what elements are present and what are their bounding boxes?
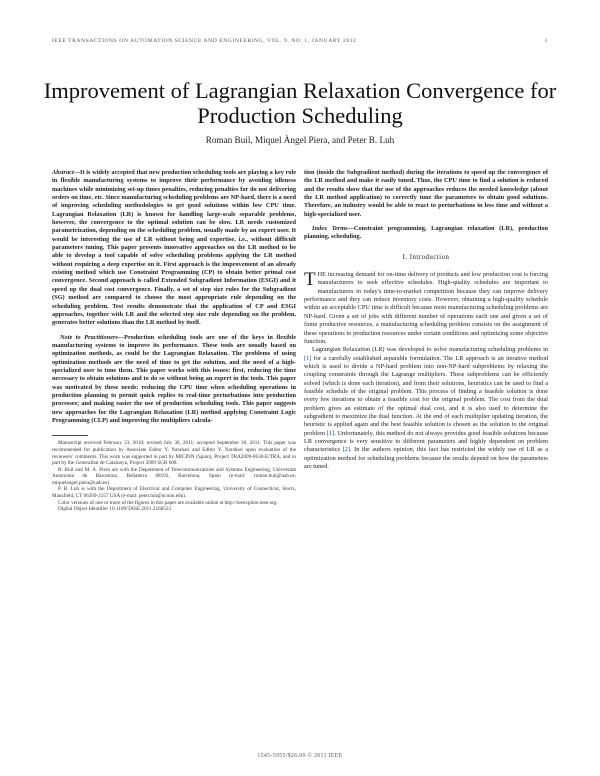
left-column (52, 169, 296, 513)
note-to-practitioners (52, 334, 296, 426)
paper-authors: Roman Buil, Miquel Àngel Piera, and Peter B. Luh (205, 135, 395, 145)
running-head (52, 38, 548, 50)
copyright-footer: 1545-5955/$26.00 © 2011 IEEE (257, 753, 343, 759)
intro-paragraph-2 (304, 346, 548, 471)
footnotes (52, 440, 296, 513)
right-column (304, 169, 548, 471)
intro-paragraph-2-text-d: . In the authors opinion, this fact has restricted the widely use of LR as a optimization method for scheduling problems because the results depend on how the parameters are tuned. (304, 446, 549, 470)
intro-paragraph-2-text-c: . Unfortunately, this method do not always provides good feasible solutions because LR convergence is very sensitive to different parameters and highly dependent on problem characteristics (304, 429, 548, 454)
paper-title: Improvement of Lagrangian Relaxation Convergence for Production Scheduling (43, 78, 557, 128)
running-head-journal: IEEE TRANSACTIONS ON AUTOMATION SCIENCE AND ENGINEERING, VOL. 9, NO. 1, JANUARY 2012 (52, 38, 357, 44)
section-heading-introduction: I. Introduction (402, 253, 450, 261)
page-number: 1 (544, 38, 548, 44)
footnote-doi: Digital Object Identifier 10.1109/TASE.2011.2168523 (58, 506, 172, 513)
footnote-divider (52, 435, 88, 436)
note-to-practitioners-text: Production scheduling tools are one of the keys in flexible manufacturing systems to improve its performance. These tools are usually based on optimization methods, as could be the Lagrangian Relaxation. The problems of using optimization methods are the need of time to get the solution, and the need of a high-specialized user to tune them. This paper works with this issues: first, reducing the time necessary to obtain solutions and to do so without being an expert in the tools. This paper was motivated by these needs: reducing the CPU time when scheduling operations in production planning to permit quick replies to real-time perturbations into production processes; and making easier the use of production scheduling tools. This paper suggests new approaches for the Lagrangian Relaxation (LR) method applying Constraint Logic Programming (CLP) and improving the multipliers calcula- (52, 333, 297, 424)
abstract-text: It is widely accepted that new production scheduling tools are playing a key role in flexible manufacturing systems to improve their performance by avoiding idleness machines while minimizing set-up times penalties, reducing penalties for do not delivering orders on time, etc. Since manufacturing scheduling problems are NP-hard, there is a need of improving scheduling methodologies to get good solutions within low CPU time. Lagrangian Relaxation (LR) is known for handling large-scale separable problems, however, the convergence to the optimal solution can be slow. LR needs customized parametrization, depending on the scheduling problem, usually made by an expert user. It would be interesting the use of LR without being and expertise, i.e., without difficult parameters tuning. This paper presents innovative approaches on the LR method to be able to develop a tool capable of solve scheduling problems applying the LR method without requiring a deep expertise on it. First approach is the improvement of an already existing method which use Constraint Programming (CP) to obtain better primal cost convergence. Second approach is called Extended Subgradient Information (ESGI) and it speed up the dual cost convergence. Finally, a set of step size rules for the Subgradient (SG) method are compared to choose the most appropriate rule depending on the scheduling problem. Test results demonstrate that the application of CP and ESGI approaches, together with LR and the selected step size rule depending on the problem, generates better solutions than the LR method by itself. (52, 169, 296, 327)
note-to-practitioners-label: Note to Practitioners— (60, 333, 125, 341)
citation-link[interactable]: [1] (326, 429, 335, 437)
intro-paragraph-1-text: HE increasing demand for on-time delivery of products and low production cost is forcing manufacturers to seek effective schedules. High-quality schedules are important to manufacturers in today's time-to-market competition because they can improve delivery performance and they can reduce inventory costs. However, obtaining a high-quality schedule within an acceptable CPU time is difficult because most manufacturing scheduling problems are NP-hard. Given a set of jobs with different number of operations each one and given a set of finite productive resources, a manufacturing scheduling problem consists on the assignment of these operations to production resources under certain conditions and optimizing some objective function. (304, 271, 548, 345)
footnote-manuscript: Manuscript received February 23, 2010; revised July 30, 2011; accepted September 30, 2011. This paper was recommended for publication by Associate Editor Y. Narahari and Editor Y. Narahari upon evaluation of the reviewers' comments. This work was supported in part by MICINN (Spain), Project TRA2009-0630-E/TRA, and in part by the Generalitat de Catalunya, Project 2009 SGR 608. (52, 440, 296, 467)
index-terms-label: Index Terms— (312, 225, 354, 233)
abstract (52, 169, 296, 328)
abstract-label: Abstract— (52, 169, 80, 176)
footnote-color-versions: Color versions of one or more of the figures in this paper are available online at http://ieeexplore.ieee.org. (58, 499, 278, 506)
note-to-practitioners-continued: tion (inside the Subgradient method) during the iterations to speed up the convergence of the LR method and make it easily tuned. Thus, the CPU time to find a solution is reduced and the results show that the use of the approaches reduces the needed knowledge (about the LR method application) to correctly tune the parameters to obtain good solutions. Therefore, an industry would be able to react to perturbations in less time and without a high-specialized user. (304, 169, 548, 218)
index-terms-text: Constraint programming, Lagrangian relaxation (LR), production planning, scheduling. (304, 225, 548, 241)
citation-link[interactable]: [1] (304, 354, 312, 362)
footnote-affiliation-1: R. Buil and M. À. Piera are with the Department of Telecommunications and Systems Engineering, Universitat Autònoma de Barcelona, Bellaterra 08193, Barcelona, Spain (e-mail: roman.buil@uab.es; miquelangel.piera@uab.es). (52, 466, 296, 486)
intro-paragraph-1 (304, 271, 548, 346)
footnote-affiliation-2: P. B. Luh is with the Department of Electrical and Computer Engineering, University of Connecticut, Storrs, Mansfield, CT 06269-2157 USA (e-mail: peter.luh@uconn.edu). (52, 486, 296, 500)
intro-paragraph-2-text-a: Lagrangian Relaxation (LR) was developed to solve manufacturing scheduling problems in (312, 346, 548, 354)
intro-paragraph-2-text-b: for a carefully established separable formulation. The LR approach is an iterative method which is used to divide a NP-hard problem into non-NP-hard subproblems by relaxing the coupling constraints through the Lagrange multipliers. These subproblems can be efficiently solved (which is done each iteration), and from their solutions, heuristics can be used to find a feasible schedule of the original problem. This process of finding a feasible solution is done every few iterations to obtain a feasible cost for the original problem. The cost from the dual problem gives an estimate of the optimal dual cost, and it is also used to determine the subgradient to maximize the dual function. At the end of each multiplier updating iteration, the heuristic is applied again and the best feasible solution is chosen as the solution to the original problem (304, 354, 548, 437)
index-terms (304, 225, 548, 242)
citation-link[interactable]: [2] (342, 446, 350, 454)
drop-cap: T (304, 269, 316, 291)
